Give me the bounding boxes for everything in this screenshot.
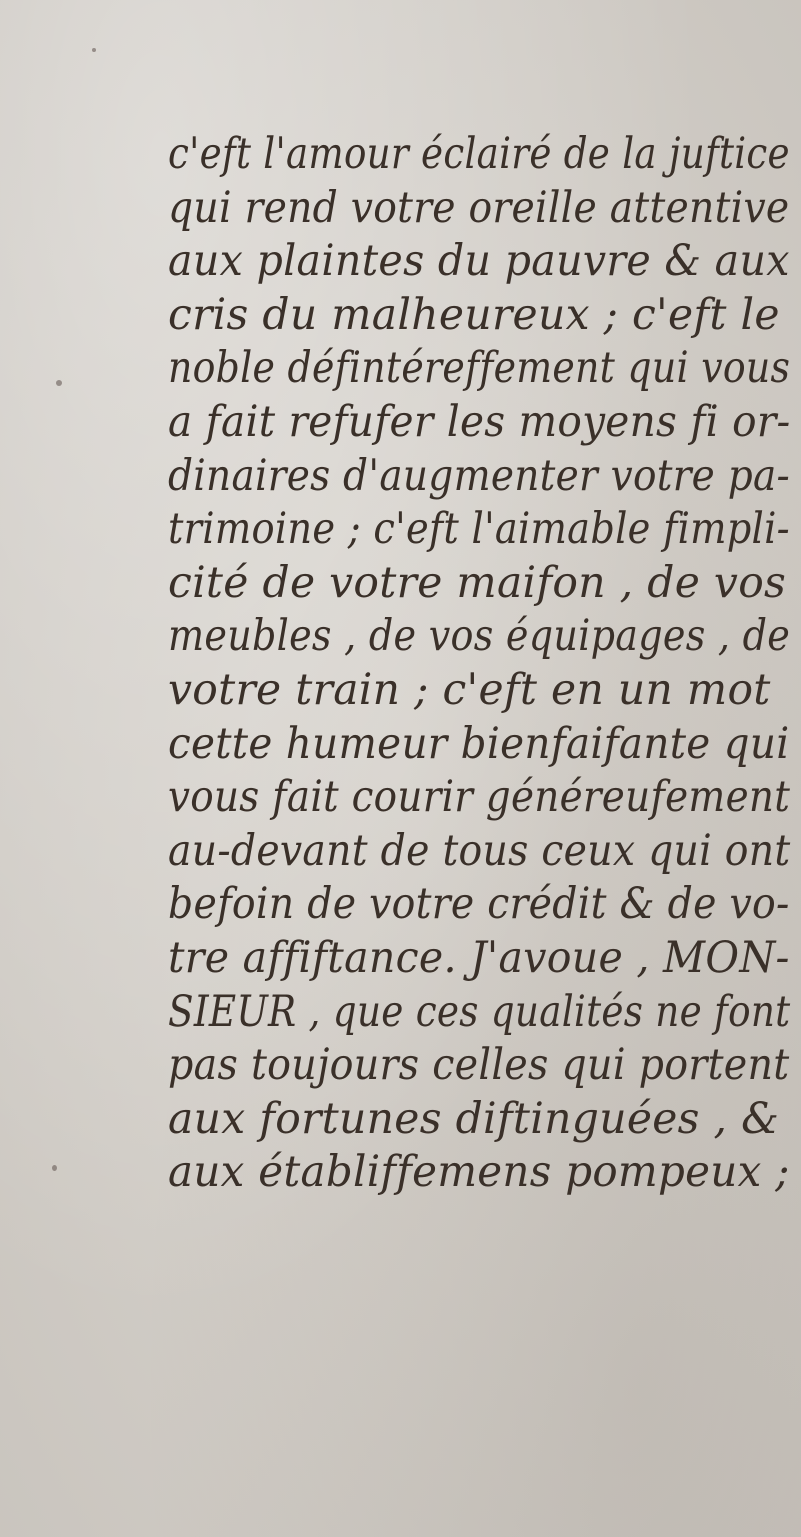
paper-speck bbox=[92, 48, 96, 52]
text-line: vous fait courir généreufement bbox=[168, 772, 791, 823]
text-line: cris du malheureux ; c'eft le bbox=[168, 289, 780, 340]
text-line: meubles , de vos équipages , de bbox=[168, 611, 791, 662]
text-line: tre affiftance. J'avoue , MON- bbox=[168, 932, 790, 983]
text-line: befoin de votre crédit & de vo- bbox=[168, 879, 790, 930]
text-line: SIEUR , que ces qualités ne font bbox=[168, 986, 791, 1037]
text-line: aux plaintes du pauvre & aux bbox=[168, 236, 790, 287]
text-line: cité de votre maifon , de vos bbox=[168, 557, 787, 608]
text-line: dinaires d'augmenter votre pa- bbox=[168, 450, 790, 501]
text-line: c'eft l'amour éclairé de la juftice bbox=[168, 129, 790, 179]
text-line: aux fortunes diftinguées , & bbox=[168, 1093, 780, 1144]
text-line: au-devant de tous ceux qui ont bbox=[168, 825, 791, 876]
text-line: trimoine ; c'eft l'aimable fimpli- bbox=[168, 504, 790, 555]
text-line: pas toujours celles qui portent bbox=[168, 1040, 790, 1091]
text-line: qui rend votre oreille attentive bbox=[168, 182, 790, 233]
paper-speck bbox=[56, 380, 62, 386]
text-line: noble défintéreffement qui vous bbox=[168, 343, 791, 394]
text-line: a fait refufer les moyens fi or- bbox=[168, 396, 791, 447]
text-line: cette humeur bienfaifante qui bbox=[168, 718, 790, 769]
body-text bbox=[168, 128, 798, 1200]
text-line: aux établiffemens pompeux ; bbox=[168, 1147, 790, 1198]
paper-speck bbox=[52, 1165, 57, 1171]
text-line: votre train ; c'eft en un mot bbox=[168, 664, 771, 715]
